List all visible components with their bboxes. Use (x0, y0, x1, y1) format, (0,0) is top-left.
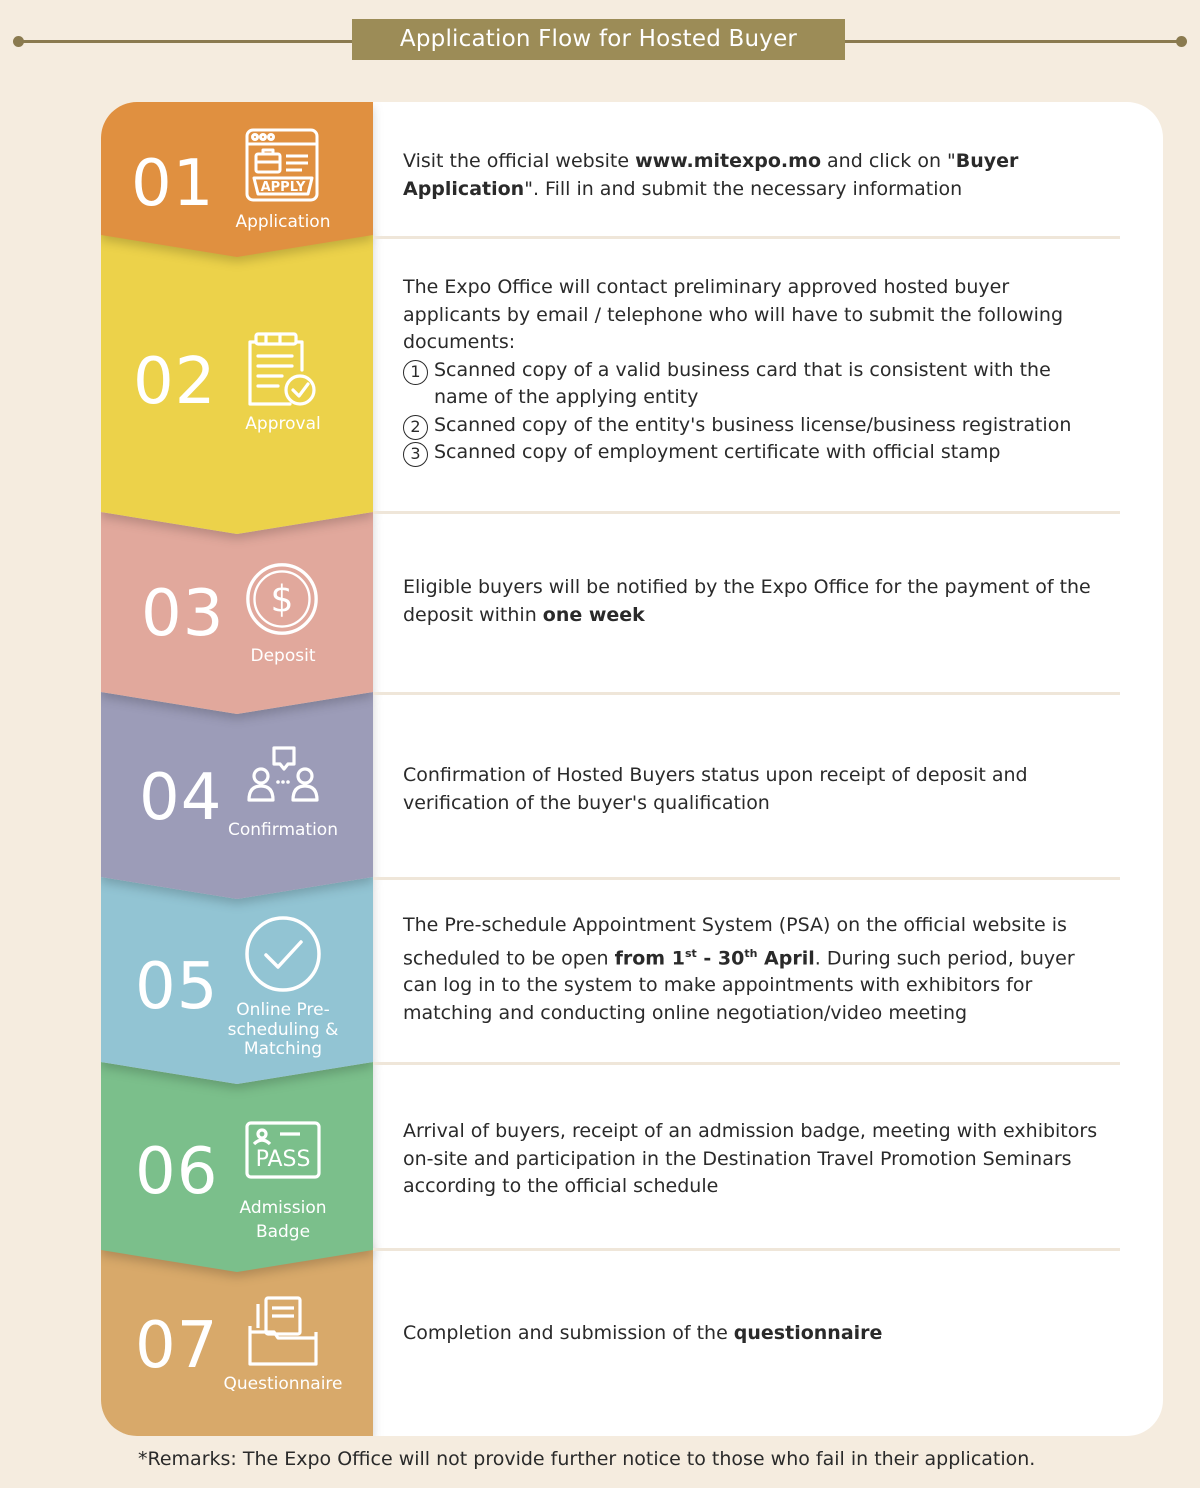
step-label: Deposit (250, 646, 316, 666)
step-label: Confirmation (228, 820, 338, 840)
description-text-segment: ". Fill in and submit the necessary information (524, 177, 963, 200)
svg-text:PASS: PASS (255, 1147, 311, 1172)
step-label: Questionnaire (223, 1374, 343, 1394)
step-number: 04 (139, 761, 223, 835)
step-03-description (403, 574, 1103, 629)
people-chat-icon (244, 744, 322, 822)
list-marker: 2 (403, 415, 428, 440)
apply-browser-icon (244, 128, 322, 206)
step-02-description (403, 274, 1103, 467)
step-02 (101, 232, 373, 537)
divider (373, 692, 1120, 695)
divider (373, 1248, 1120, 1251)
description-text-segment: Buyer Application (403, 150, 1019, 200)
divider (373, 236, 1120, 239)
description-text-segment: st (684, 946, 697, 960)
step-06-description (403, 1118, 1103, 1201)
description-text-segment: . During such period, buyer can log in to the system to make appointments with exhibitors for matching and conducting online negotiation/video meeting (403, 946, 1075, 1024)
divider (373, 511, 1120, 514)
description-text-segment: Completion and submission of the (403, 1322, 734, 1344)
step-07-description (403, 1320, 1103, 1348)
description-text-segment: Visit the official website (403, 150, 636, 172)
document-list-item: 1 Scanned copy of a valid business card that is consistent with the name of the applying entity (403, 357, 1103, 412)
document-list-item: 3 Scanned copy of employment certificate with official stamp (403, 439, 1103, 467)
step-02-intro: The Expo Office will contact preliminary approved hosted buyer applicants by email / telephone who will have to submit the following documents: (403, 276, 1064, 353)
step-05 (101, 877, 373, 1087)
description-text-segment: from 1 (614, 946, 685, 969)
description-text-segment: The Pre-schedule Appointment System (PSA) on the official website is scheduled to be open (403, 914, 1067, 969)
list-marker: 3 (403, 442, 428, 467)
description-text-segment: - 30 (696, 946, 745, 969)
step-number: 01 (131, 147, 215, 221)
step-number: 02 (133, 345, 217, 419)
step-number: 03 (141, 577, 225, 651)
header-dot-left (13, 36, 24, 47)
description-text-segment: Confirmation of Hosted Buyers status upon receipt of deposit and verification of the buyer's qualification (403, 764, 1028, 814)
remarks-note: *Remarks: The Expo Office will not provide further notice to those who fail in their application. (138, 1448, 1036, 1470)
description-text-segment: Eligible buyers will be notified by the Expo Office for the payment of the deposit within (403, 576, 1091, 626)
step-05-description (403, 912, 1103, 1027)
checkmark-circle-icon (244, 915, 322, 993)
description-text-segment: th (744, 946, 758, 960)
step-06 (101, 1062, 373, 1274)
page-title: Application Flow for Hosted Buyer (352, 19, 845, 60)
step-label: Online Pre-scheduling & Matching (227, 1000, 339, 1059)
svg-text:$: $ (270, 578, 294, 621)
description-text-segment: Arrival of buyers, receipt of an admission badge, meeting with exhibitors on-site and participation in the Destination Travel Promotion Seminars according to the official schedule (403, 1120, 1098, 1197)
divider (373, 1062, 1120, 1065)
document-check-icon (244, 330, 322, 408)
step-label: Admission Badge (239, 1198, 327, 1242)
step-03 (101, 512, 373, 717)
description-text-segment: one week (542, 603, 645, 626)
header-dot-right (1176, 36, 1187, 47)
svg-text:APPLY: APPLY (260, 180, 306, 195)
step-column (101, 102, 373, 1436)
step-label: Approval (245, 414, 321, 434)
divider (373, 877, 1120, 880)
step-04-description (403, 762, 1103, 817)
pass-badge-icon (244, 1120, 322, 1198)
step-04 (101, 692, 373, 902)
dollar-coin-icon (245, 562, 319, 636)
folder-documents-icon (244, 1294, 322, 1372)
description-text-segment: questionnaire (733, 1322, 883, 1344)
step-number: 06 (135, 1135, 219, 1209)
description-text-segment: April (757, 946, 815, 969)
list-marker: 1 (403, 360, 428, 385)
step-number: 07 (135, 1309, 219, 1383)
flow-card (101, 102, 1163, 1436)
step-number: 05 (135, 950, 219, 1024)
description-text-segment: www.mitexpo.mo (635, 150, 821, 172)
document-list-item: 2 Scanned copy of the entity's business license/business registration (403, 412, 1103, 440)
step-label: Application (235, 212, 331, 232)
step-01-description (403, 148, 1103, 203)
step-01 (101, 102, 373, 260)
description-text-segment: and click on " (821, 150, 956, 172)
